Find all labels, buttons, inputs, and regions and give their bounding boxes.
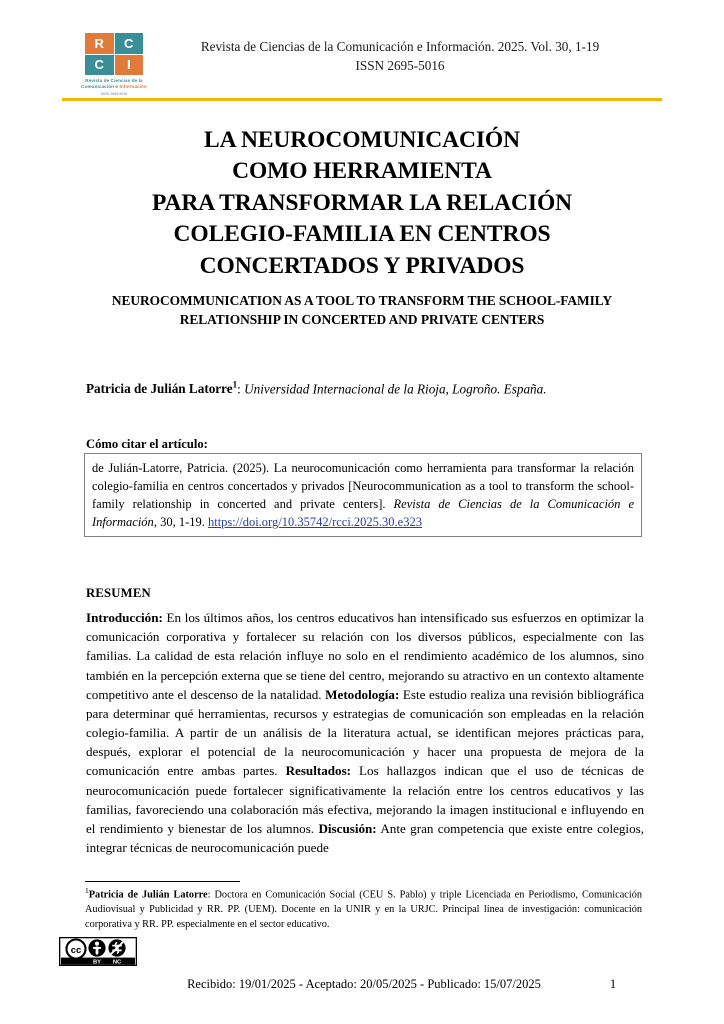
header-divider — [62, 98, 662, 101]
footnote-marker: 1 — [85, 886, 89, 895]
logo-icon — [85, 33, 143, 75]
abstract-body — [86, 608, 644, 857]
logo-issn: ISSN 2695-5016 — [100, 91, 128, 96]
author-footnote-marker: 1 — [232, 380, 238, 390]
title-es-line-1: LA NEUROCOMUNICACIÓN — [204, 127, 520, 153]
logo-caption-line2b: Información — [119, 84, 147, 90]
page-title — [80, 125, 644, 329]
citation-label: Cómo citar el artículo: — [86, 437, 208, 451]
title-es-line-4: COLEGIO-FAMILIA EN CENTROS — [173, 221, 551, 248]
logo-cell-r: R — [85, 33, 114, 54]
footnote-author-name: Patricia de Julián Latorre — [88, 889, 208, 901]
svg-text:cc: cc — [70, 945, 82, 957]
title-english — [80, 292, 644, 329]
citation-journal-name: Revista de Ciencias de la Comunicación e Información — [92, 497, 634, 529]
author-name — [86, 381, 237, 396]
logo-caption-line1: Revista de Ciencias de la — [85, 78, 143, 83]
abstract-heading: RESUMEN — [86, 586, 151, 600]
author-byline — [86, 379, 646, 399]
citation-box — [84, 453, 642, 537]
citation-doi-link[interactable]: https://doi.org/10.35742/rcci.2025.30.e323 — [207, 515, 422, 529]
logo-cell-c1: C — [115, 33, 144, 54]
abstract-text-discusion: Ante gran competencia que existe entre colegios, integrar técnicas de neurocomunicación puede — [86, 820, 644, 856]
abstract-text-metodologia: Este estudio realiza una revisión bibliográfica para determinar qué herramientas, recursos y estrategias de comunicación son empleadas en la relación colegio-familia. A partir de un análisis de la literatura actual, se identifican mejores prácticas para, después, explorar el potencial de la neurocomunicación y hacer una propuesta de mejora de la comunicación entre ambas partes. — [86, 686, 645, 779]
citation-text-part-1: de Julián-Latorre, Patricia. (2025). La neurocomunicación como herramienta para transformar la relación colegio-familia en centros concertados y privados [Neurocommunication as a tool to transform the school-family relationship in concerted and private centers]. — [92, 461, 634, 511]
author-affiliation: Universidad Internacional de la Rioja, Logroño. España. — [244, 381, 547, 397]
logo-cell-i: I — [115, 55, 144, 76]
abstract-label-resultados: Resultados: — [285, 763, 352, 779]
title-es-line-3: PARA TRANSFORMAR LA RELACIÓN — [151, 189, 573, 216]
abstract-text-resultados: Los hallazgos indican que el uso de técnicas de neurocomunicación puede fortalecer significativamente la relación entre los centros educativos y las familias, favoreciendo una colaboración más efectiva, mejorando la imagen institucional e influyendo en el rendimiento y bienestar de los alumnos. — [86, 763, 644, 836]
title-spanish — [80, 125, 644, 282]
title-es-line-5: CONCERTADOS Y PRIVADOS — [199, 252, 525, 279]
title-en-line-1: NEUROCOMMUNICATION AS A TOOL TO TRANSFORM THE SCHOOL-FAMILY — [111, 293, 613, 309]
page-header — [0, 0, 724, 106]
footnote-text — [85, 886, 642, 933]
abstract-label-discusion: Discusión: — [318, 820, 377, 836]
journal-header-text — [150, 38, 650, 75]
logo-cell-c2: C — [85, 55, 114, 76]
logo-caption-line2a: Comunicación e — [81, 84, 120, 90]
footer-page-number: 1 — [609, 977, 617, 991]
logo-caption — [63, 78, 165, 96]
journal-issn-line: ISSN 2695-5016 — [355, 57, 445, 73]
author-separator: : — [237, 381, 245, 397]
title-es-line-2: COMO HERRAMIENTA — [232, 158, 492, 185]
logo-caption-line2 — [63, 84, 165, 90]
footnote-bio: : Doctora en Comunicación Social (CEU S. Pablo) y triple Licenciada en Periodismo, Comunicación Audiovisual y Publicidad y RR. PP. (UEM). Docente en la UNIR y en la URJC. Principal línea de investigación: comunicación corporativa y RR. PP. especialmente en el sector educativo. — [85, 889, 642, 930]
svg-text:BY: BY — [92, 959, 102, 966]
footer-dates: Recibido: 19/01/2025 - Aceptado: 20/05/2025 - Publicado: 15/07/2025 — [187, 977, 541, 991]
creative-commons-icon — [59, 937, 137, 966]
journal-reference-line: Revista de Ciencias de la Comunicación e Información. 2025. Vol. 30, 1-19 — [200, 39, 600, 54]
abstract-label-introduccion: Introducción: — [86, 610, 163, 625]
svg-text:NC: NC — [112, 959, 122, 966]
footnote-divider — [85, 881, 240, 882]
author-name-text: Patricia de Julián Latorre — [86, 381, 233, 397]
citation-text-part-2: , 30, 1-19. — [153, 515, 208, 529]
title-en-line-2: RELATIONSHIP IN CONCERTED AND PRIVATE CENTERS — [179, 311, 545, 327]
abstract-label-metodologia: Metodología: — [325, 686, 400, 702]
abstract-text-introduccion: En los últimos años, los centros educativos han intensificado sus esfuerzos en optimizar la comunicación corporativa y fortalecer su relación con los diversos públicos, especialmente con las familias. La calidad de esta relación influye no solo en el rendimiento académico de los alumnos, sino también en la percepción externa que se tiene del centro, mejorando su atractivo en un contexto altamente competitivo ante el descenso de la natalidad. — [86, 610, 644, 702]
